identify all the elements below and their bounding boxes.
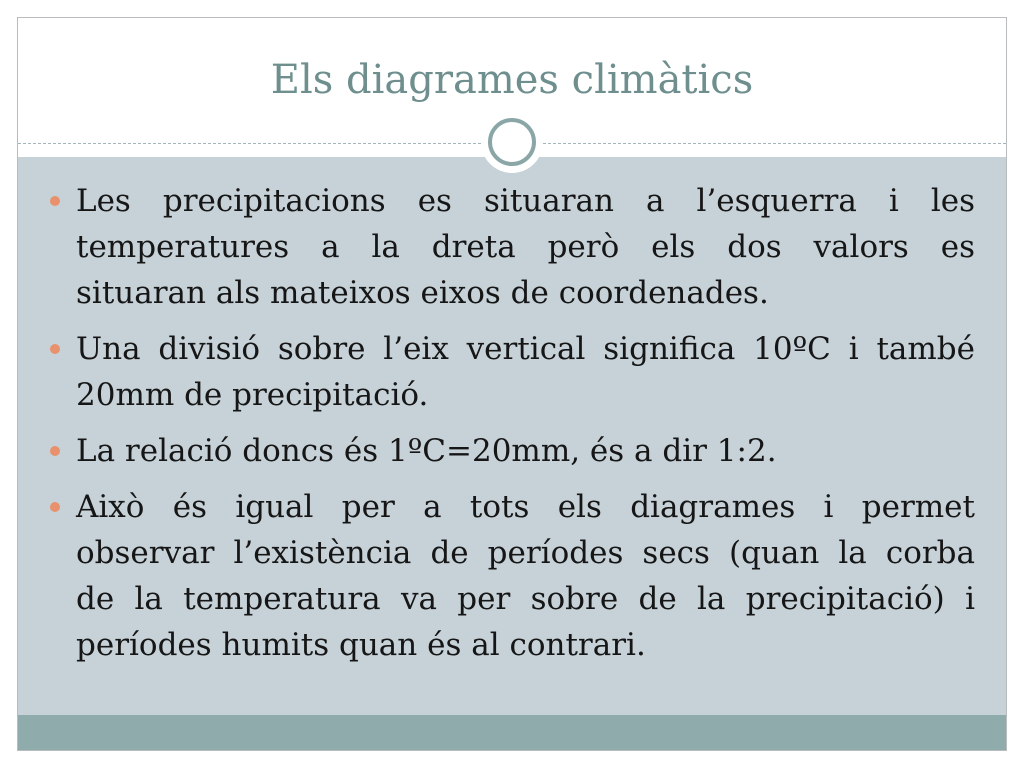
bullet-list [76,178,975,678]
bullet-text-line: situaran als mateixos eixos de coordenades. [76,275,769,311]
bullet-item [76,484,975,668]
bullet-item [76,428,975,474]
footer-band [18,715,1006,750]
bullet-text-line: Això és igual per a tots els diagrames i permet [76,489,975,525]
bullet-text-line: períodes humits quan és al contrari. [76,627,646,663]
bullet-text-line: de la temperatura va per sobre de la precipitació) i [76,581,975,617]
bullet-item [76,326,975,418]
bullet-dot-icon [50,196,60,206]
bullet-text-line: Una divisió sobre l’eix vertical significa 10ºC i també [76,331,975,367]
bullet-text-line: 20mm de precipitació. [76,377,429,413]
bullet-text-line: observar l’existència de períodes secs (quan la corba [76,535,975,571]
bullet-text-line: temperatures a la dreta però els dos valors es [76,229,975,265]
bullet-dot-icon [50,446,60,456]
slide-title: Els diagrames climàtics [270,57,754,103]
bullet-item [76,178,975,316]
bullet-dot-icon [50,344,60,354]
bullet-text-line: La relació doncs és 1ºC=20mm, és a dir 1:2. [76,433,777,469]
bullet-dot-icon [50,502,60,512]
circle-ornament-icon [480,110,544,174]
bullet-text-line: Les precipitacions es situaran a l’esquerra i les [76,183,975,219]
